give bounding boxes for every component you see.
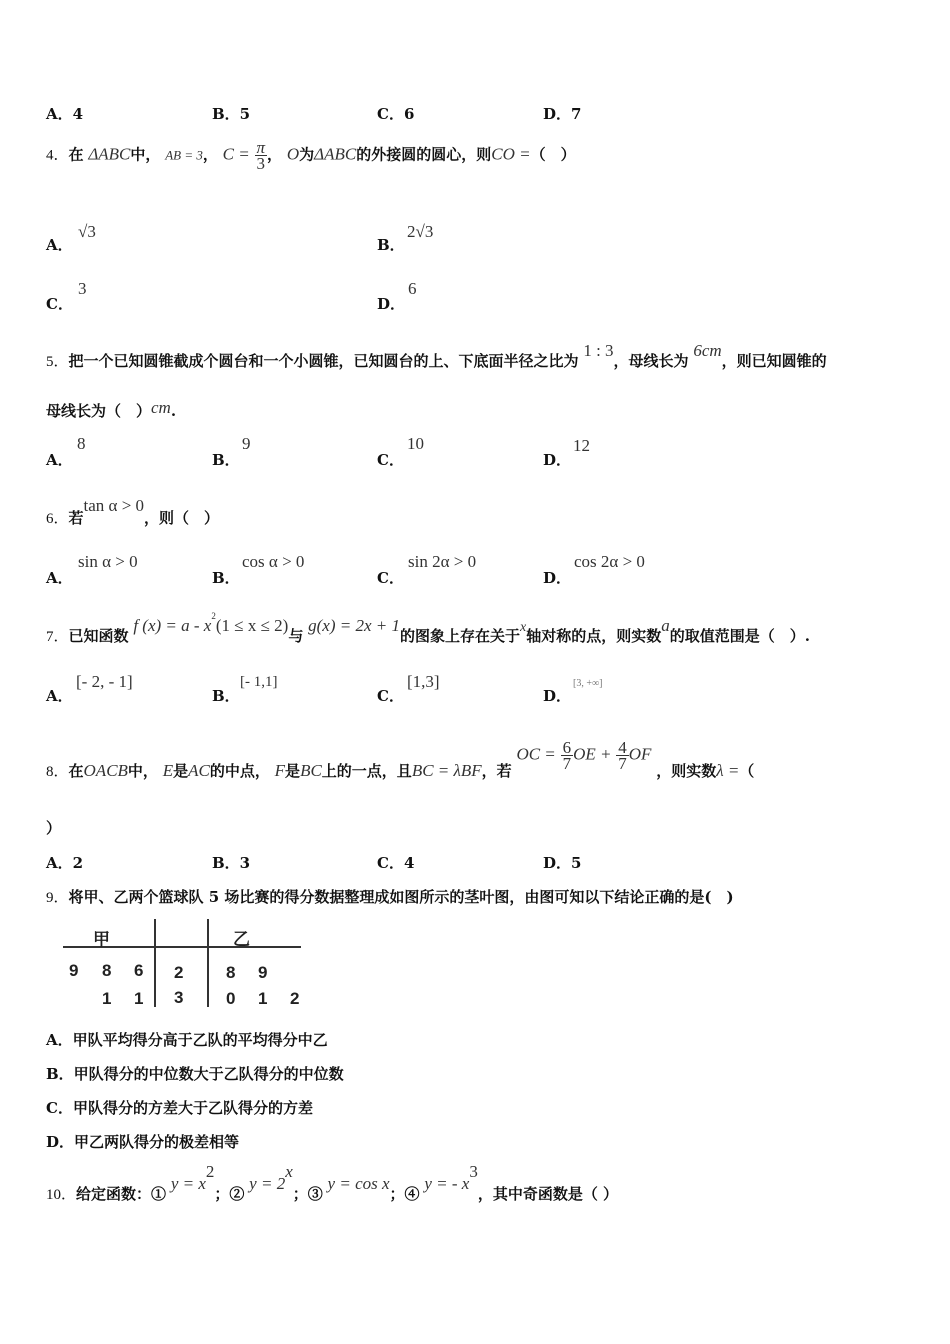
question-10: 10．给定函数：① $y = x^2$；② $y = 2^x$；③ y = cos x；④ y = - $x^3$，其中奇函数是（ ） — [46, 1162, 619, 1203]
q7-option-c: [1,3] — [407, 672, 440, 691]
q4-option-b-label: B． — [377, 236, 405, 254]
q4-option-a: √3 — [78, 222, 96, 241]
q6-option-d-label: D． — [543, 569, 572, 587]
q5-option-b: 9 — [242, 434, 251, 453]
q7-option-c-label: C． — [377, 687, 404, 705]
leaf: 2 — [290, 989, 300, 1008]
question-4: 4．在 ΔABC中， AB = 3， C = $\frac{\pi}{3}$ ， O为ΔABC的外接圆的圆心，则CO =（ ） — [46, 138, 576, 173]
q7-option-d: [3, +∞] — [573, 678, 603, 689]
q6-option-d: cos 2α > 0 — [574, 552, 645, 571]
question-7: 7．已知函数 f $(x) = a - x^2(1 \le x \le 2)$与 g(x) = 2x + 1的图象上存在关于x轴对称的点，则实数a的取值范围是（ ）. — [46, 611, 810, 645]
q7-option-b: [- 1,1] — [240, 674, 278, 690]
q5-option-a-label: A． — [46, 451, 73, 469]
q4-option-d: 6 — [408, 279, 417, 298]
q5-option-c: 10 — [407, 434, 424, 453]
leaf: 1 — [102, 989, 112, 1008]
q8-option-c: C．4 — [377, 854, 415, 872]
question-5: 5．把一个已知圆锥截成个圆台和一个小圆锥，已知圆台的上、下底面半径之比为 1 : 3，母线长为 6cm，则已知圆锥的 — [46, 341, 827, 370]
q7-option-a: [- 2, - 1] — [76, 672, 133, 691]
q6-option-b: cos α > 0 — [242, 552, 305, 571]
q9-option-c: C．甲队得分的方差大于乙队得分的方差 — [46, 1099, 313, 1117]
q7-option-b-label: B． — [212, 687, 240, 705]
q3-option-a: A．4 — [46, 105, 84, 123]
q3-option-c: C．6 — [377, 105, 415, 123]
leaf: 9 — [258, 963, 268, 982]
stem: 2 — [174, 963, 184, 982]
q8-option-b: B．3 — [212, 854, 251, 872]
question-6: 6．若tan α > 0，则（ ） — [46, 496, 220, 527]
leaf: 6 — [134, 961, 144, 980]
q4-option-a-label: A． — [46, 236, 73, 254]
q6-option-a-label: A． — [46, 569, 73, 587]
team-yi-header: 乙 — [233, 930, 250, 949]
stem-divider-right — [207, 919, 209, 1007]
q6-option-b-label: B． — [212, 569, 240, 587]
stem-divider-left — [154, 919, 156, 1007]
question-8-closing: ） — [46, 819, 62, 837]
q6-option-a: sin α > 0 — [78, 552, 138, 571]
leaf: 8 — [226, 963, 236, 982]
q6-option-c-label: C． — [377, 569, 404, 587]
q3-option-d: D．7 — [543, 105, 582, 123]
question-9: 9．将甲、乙两个篮球队 5 场比赛的得分数据整理成如图所示的茎叶图，由图可知以下结论正确的是( ) — [46, 888, 734, 906]
leaf: 1 — [258, 989, 268, 1008]
question-8: 8．在OACB中， E是AC的中点， F是BC上的一点，且BC = λBF，若 OC = $\frac{6}{7}$ OE + $\frac{4}{7}$ OF ，则实数λ =（ — [46, 738, 755, 780]
question-5-line-2: 母线长为（ ）cm. — [46, 398, 177, 420]
q5-option-b-label: B． — [212, 451, 240, 469]
q4-option-d-label: D． — [377, 295, 406, 313]
q3-option-b: B．5 — [212, 105, 251, 123]
q4-option-b: 2√3 — [407, 222, 434, 241]
q8-option-a: A．2 — [46, 854, 84, 872]
q9-option-a: A．甲队平均得分高于乙队的平均得分中乙 — [46, 1031, 328, 1049]
q7-option-a-label: A． — [46, 687, 73, 705]
q7-option-d-label: D． — [543, 687, 572, 705]
q9-option-d: D．甲乙两队得分的极差相等 — [46, 1133, 240, 1151]
q5-option-d-label: D． — [543, 451, 572, 469]
team-jia-header: 甲 — [93, 930, 110, 949]
q5-option-a: 8 — [77, 434, 86, 453]
stem-leaf-plot — [55, 915, 310, 1010]
q8-option-d: D．5 — [543, 854, 582, 872]
q4-option-c: 3 — [78, 279, 87, 298]
q9-option-b: B．甲队得分的中位数大于乙队得分的中位数 — [46, 1065, 344, 1083]
q4-angle-fraction: $\frac{\pi}{3}$ — [256, 138, 266, 173]
leaf: 1 — [134, 989, 144, 1008]
leaf: 9 — [69, 961, 79, 980]
q5-option-c-label: C． — [377, 451, 404, 469]
q6-option-c: sin 2α > 0 — [408, 552, 477, 571]
leaf: 0 — [226, 989, 236, 1008]
stem: 3 — [174, 988, 184, 1007]
q5-option-d: 12 — [573, 436, 590, 455]
q4-option-c-label: C． — [46, 295, 73, 313]
leaf: 8 — [102, 961, 112, 980]
